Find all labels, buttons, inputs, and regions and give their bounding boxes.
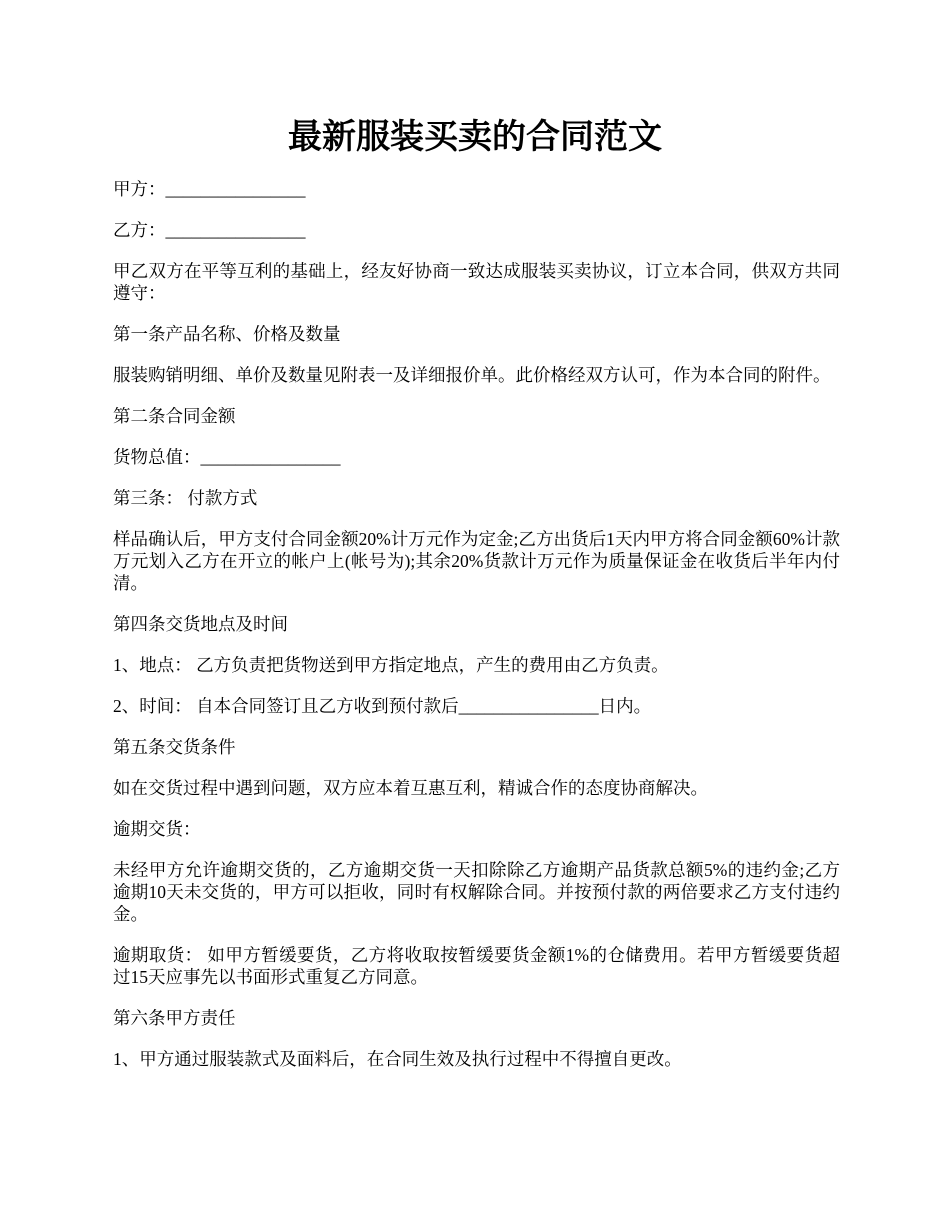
- payment-terms-paragraph: 样品确认后，甲方支付合同金额20%计万元作为定金;乙方出货后1天内甲方将合同金额60%计款万元划入乙方在开立的帐户上(帐号为);其余20%货款计万元作为质量保证金在收货后半年内付清。: [113, 529, 840, 593]
- article-6-heading: 第六条甲方责任: [113, 1008, 236, 1028]
- late-pickup-paragraph: 逾期取货： 如甲方暂缓要货，乙方将收取按暂缓要货金额1%的仓储费用。若甲方暂缓要货超过15天应事先以书面形式重复乙方同意。: [113, 945, 840, 987]
- late-delivery-paragraph: 未经甲方允许逾期交货的，乙方逾期交货一天扣除除乙方逾期产品货款总额5%的违约金;乙方逾期10天未交货的，甲方可以拒收，同时有权解除合同。并按预付款的两倍要求乙方支付违约金。: [113, 860, 840, 924]
- late-delivery-heading: 逾期交货：: [113, 819, 201, 839]
- party-a-line: 甲方：________________: [113, 179, 306, 199]
- article-2-heading: 第二条合同金额: [113, 406, 236, 426]
- article-4-heading: 第四条交货地点及时间: [113, 614, 288, 634]
- article-5-heading: 第五条交货条件: [113, 737, 236, 757]
- party-a-responsibility-item: 1、甲方通过服装款式及面料后，在合同生效及执行过程中不得擅自更改。: [113, 1049, 682, 1069]
- article-1-text: 服装购销明细、单价及数量见附表一及详细报价单。此价格经双方认可，作为本合同的附件。: [113, 365, 831, 385]
- delivery-conditions-paragraph: 如在交货过程中遇到问题，双方应本着互惠互利，精诚合作的态度协商解决。: [113, 778, 708, 798]
- preamble-paragraph: 甲乙双方在平等互利的基础上，经友好协商一致达成服装买卖协议，订立本合同，供双方共同遵守：: [113, 261, 840, 303]
- party-b-line: 乙方：________________: [113, 220, 306, 240]
- delivery-location-item: 1、地点： 乙方负责把货物送到甲方指定地点，产生的费用由乙方负责。: [113, 655, 669, 675]
- article-3-heading: 第三条： 付款方式: [113, 488, 258, 508]
- document-body: [113, 178, 840, 1089]
- article-1-heading: 第一条产品名称、价格及数量: [113, 324, 341, 344]
- document-title: 最新服装买卖的合同范文: [288, 117, 662, 157]
- total-value-line: 货物总值：________________: [113, 447, 341, 467]
- delivery-time-item: 2、时间： 自本合同签订且乙方收到预付款后________________日内。: [113, 696, 652, 716]
